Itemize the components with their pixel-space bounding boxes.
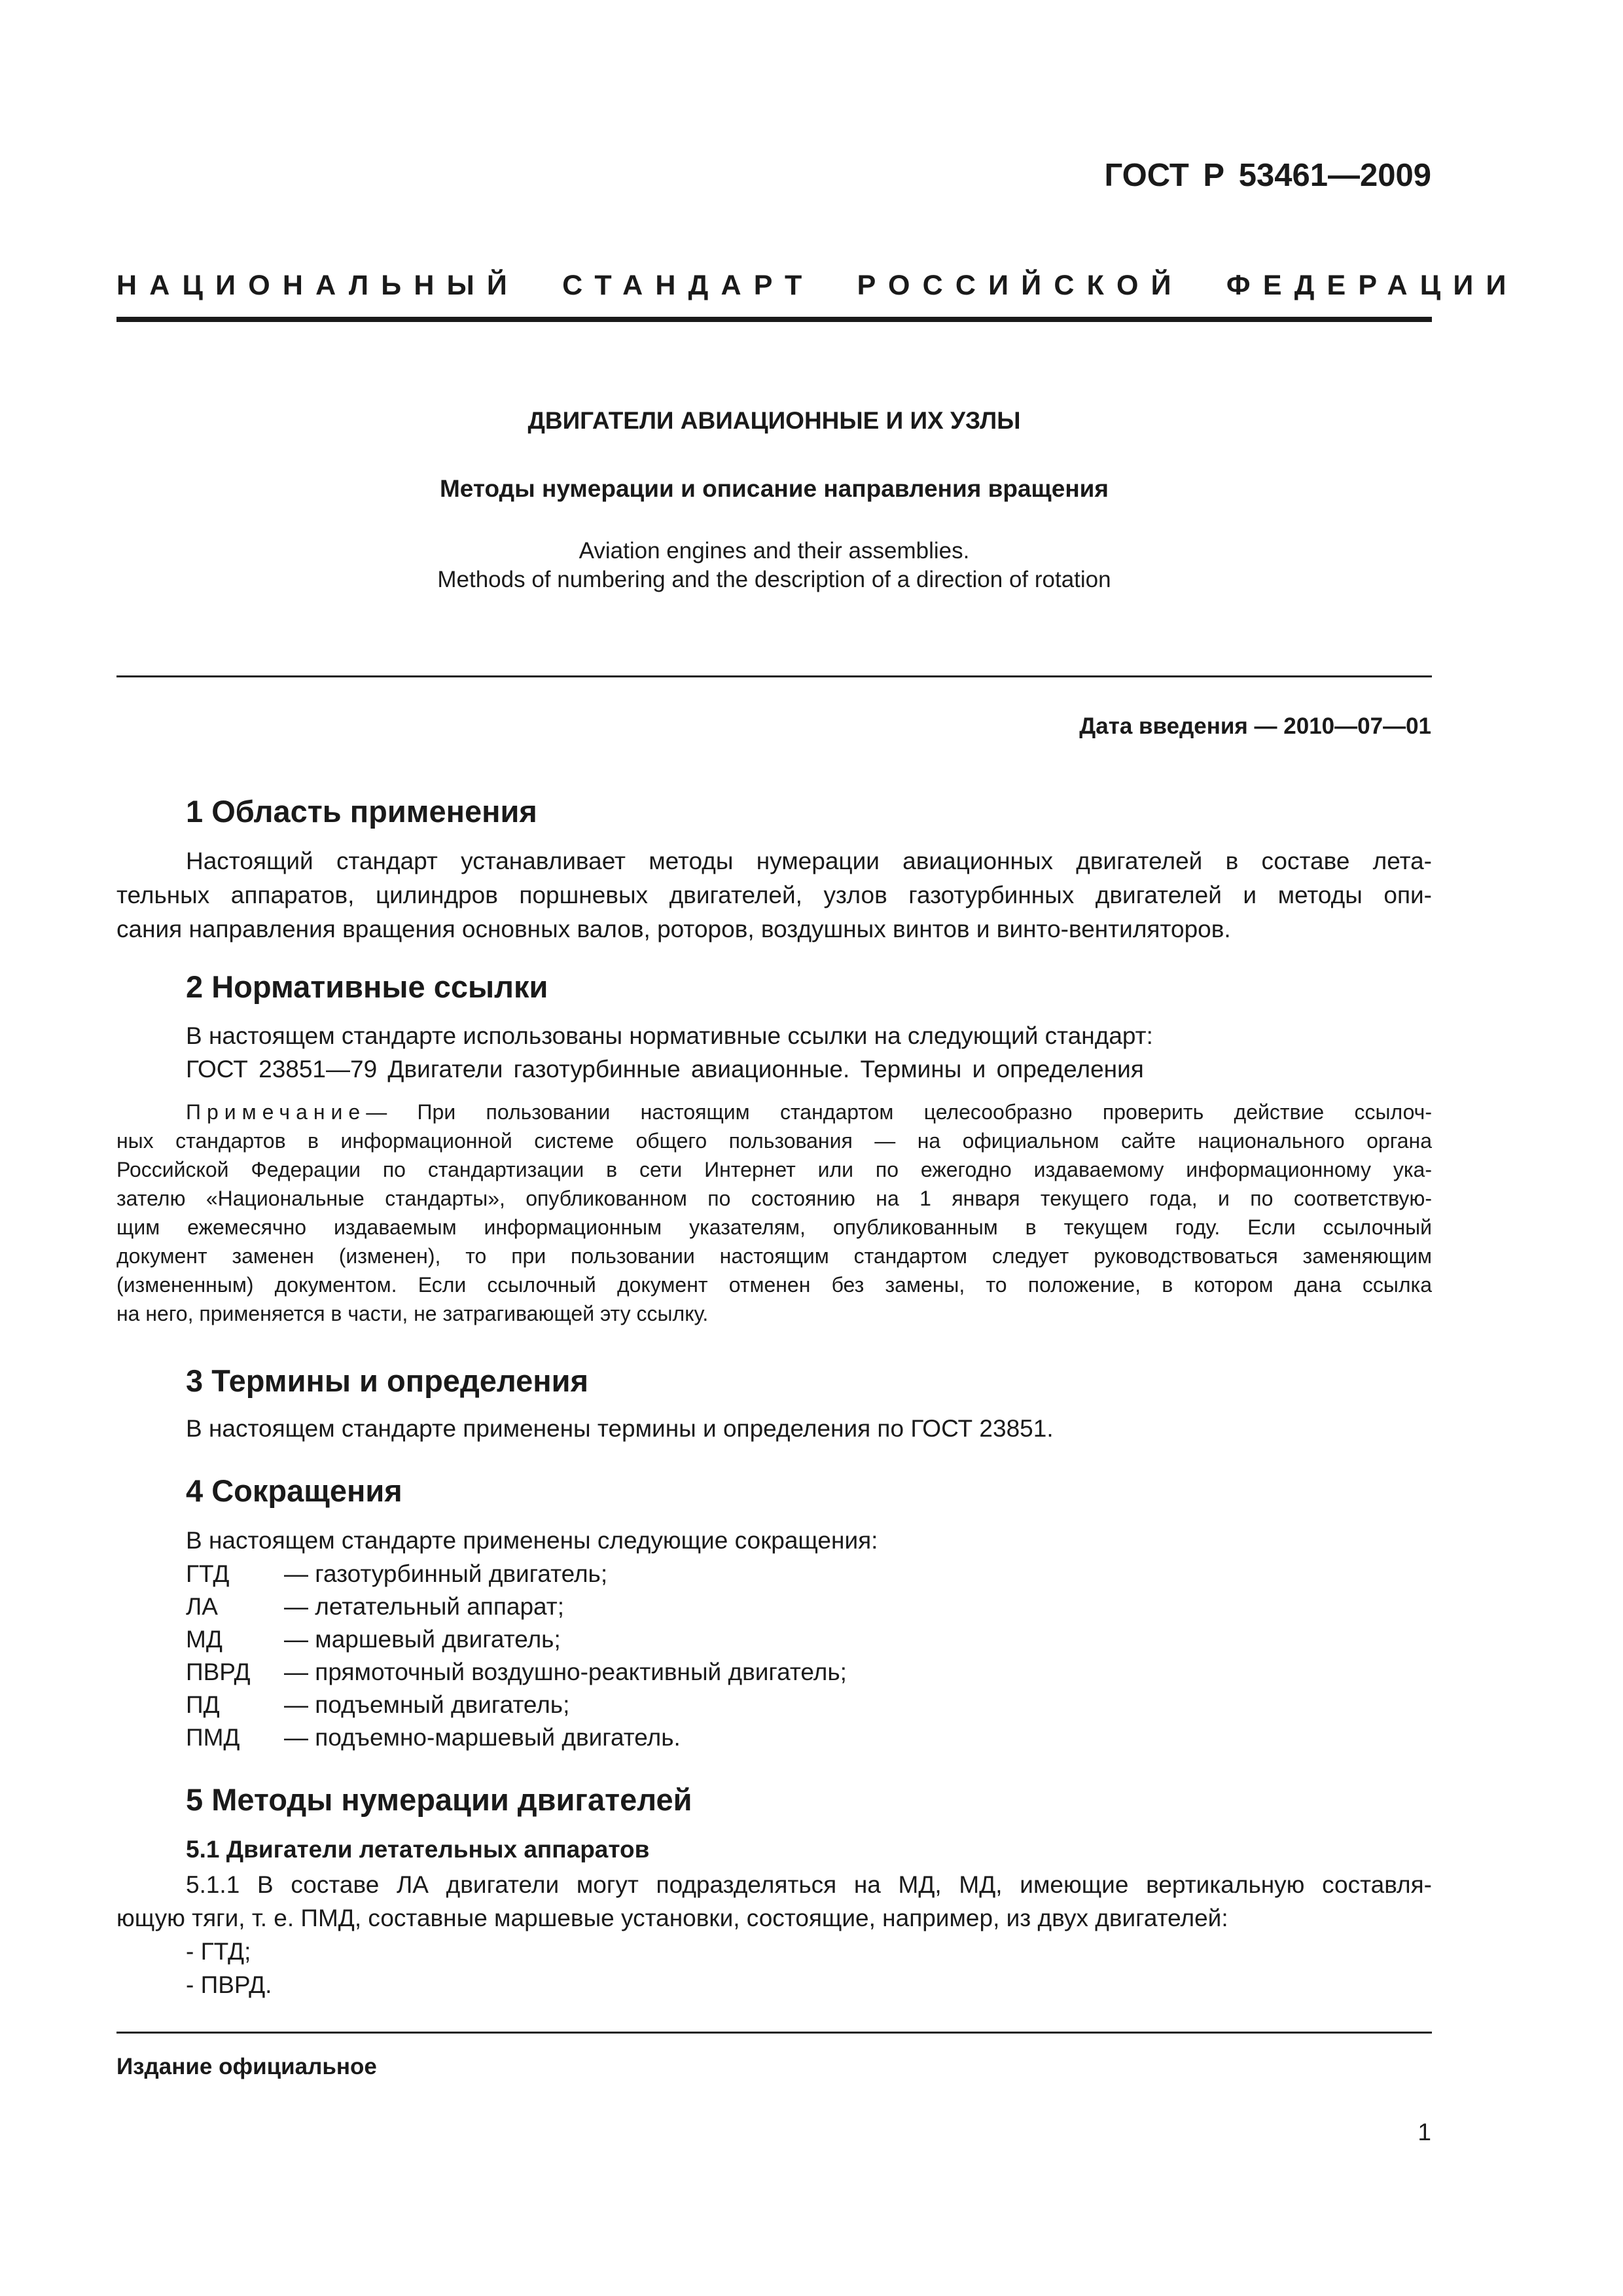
section-4-intro: В настоящем стандарте применены следующие сокращения: xyxy=(186,1527,878,1554)
section-3-heading: 3 Термины и определения xyxy=(186,1363,588,1398)
english-title-line-1: Aviation engines and their assemblies. xyxy=(579,538,970,564)
english-title-line-2: Methods of numbering and the description of a direction of rotation xyxy=(437,567,1111,592)
page-number: 1 xyxy=(1418,2119,1431,2145)
section-5-heading: 5 Методы нумерации двигателей xyxy=(186,1782,692,1817)
section-5-1-heading: 5.1 Двигатели летательных аппаратов xyxy=(186,1836,650,1863)
abbreviation-term: ПД xyxy=(186,1691,220,1718)
footer-rule xyxy=(116,2032,1432,2034)
section-1-line-2: тельных аппаратов, цилиндров поршневых двигателей, узлов газотурбинных двигателей и методы опи- xyxy=(116,882,1432,908)
document-code: ГОСТ Р 53461—2009 xyxy=(1104,158,1431,193)
note-line-5: щим ежемесячно издаваемым информационным указателям, опубликованным в текущем году. Если ссылочный xyxy=(116,1215,1432,1239)
list-item: - ГТД; xyxy=(186,1938,251,1965)
note-text-1: — При пользовании настоящим стандартом целесообразно проверить действие ссылоч- xyxy=(366,1100,1432,1124)
abbreviation-meaning: — летательный аппарат; xyxy=(284,1593,565,1620)
note-line-3: Российской Федерации по стандартизации в сети Интернет или по ежегодно издаваемому информационному ука- xyxy=(116,1158,1432,1181)
section-2-line-1: В настоящем стандарте использованы нормативные ссылки на следующий стандарт: xyxy=(186,1022,1153,1049)
section-1-line-3: сания направления вращения основных валов, роторов, воздушных винтов и винто-вентиляторов. xyxy=(116,916,1231,942)
national-standard-banner: НАЦИОНАЛЬНЫЙ СТАНДАРТ РОССИЙСКОЙ ФЕДЕРАЦИИ xyxy=(116,270,1519,301)
abbreviation-term: ЛА xyxy=(186,1593,218,1620)
abbreviation-term: МД xyxy=(186,1626,223,1653)
section-3-text: В настоящем стандарте применены термины и определения по ГОСТ 23851. xyxy=(186,1415,1054,1442)
title-rule xyxy=(116,675,1432,677)
abbreviation-term: ГТД xyxy=(186,1560,230,1587)
official-edition-label: Издание официальное xyxy=(116,2054,377,2079)
document-title: ДВИГАТЕЛИ АВИАЦИОННЫЕ И ИХ УЗЛЫ xyxy=(527,407,1021,434)
note-line-6: документ заменен (изменен), то при пользовании настоящим стандартом следует руководствоваться заменяющим xyxy=(116,1244,1432,1268)
section-4-heading: 4 Сокращения xyxy=(186,1473,402,1508)
abbreviation-meaning: — подъемно-маршевый двигатель. xyxy=(284,1724,681,1751)
note-line-4: зателю «Национальные стандарты», опубликованном по состоянию на 1 января текущего года, и по соответствую- xyxy=(116,1187,1432,1210)
introduction-date: Дата введения — 2010—07—01 xyxy=(1079,713,1431,739)
note-label: Примечание xyxy=(186,1100,366,1124)
abbreviation-term: ПМД xyxy=(186,1724,240,1751)
section-1-line-1: Настоящий стандарт устанавливает методы нумерации авиационных двигателей в составе лета- xyxy=(186,848,1432,874)
section-5-1-1-line-2: ющую тяги, т. е. ПМД, составные маршевые установки, состоящие, например, из двух двигателей: xyxy=(116,1905,1228,1931)
abbreviation-meaning: — газотурбинный двигатель; xyxy=(284,1560,608,1587)
note-line-2: ных стандартов в информационной системе общего пользования — на официальном сайте национального органа xyxy=(116,1129,1432,1153)
document-subtitle: Методы нумерации и описание направления вращения xyxy=(439,475,1109,502)
note-line-1 xyxy=(186,1100,1432,1124)
header-rule xyxy=(116,317,1432,322)
section-5-1-1-line-1: 5.1.1 В составе ЛА двигатели могут подразделяться на МД, МД, имеющие вертикальную составля- xyxy=(186,1871,1432,1898)
section-1-heading: 1 Область применения xyxy=(186,794,537,829)
list-item: - ПВРД. xyxy=(186,1971,272,1998)
abbreviation-term: ПВРД xyxy=(186,1659,251,1685)
abbreviation-meaning: — подъемный двигатель; xyxy=(284,1691,570,1718)
section-2-heading: 2 Нормативные ссылки xyxy=(186,969,548,1004)
note-line-8: на него, применяется в части, не затрагивающей эту ссылку. xyxy=(116,1302,709,1325)
section-2-reference: ГОСТ 23851—79 Двигатели газотурбинные авиационные. Термины и определения xyxy=(186,1056,1144,1083)
note-line-7: (измененным) документом. Если ссылочный документ отменен без замены, то положение, в котором дана ссылка xyxy=(116,1273,1432,1297)
abbreviation-meaning: — маршевый двигатель; xyxy=(284,1626,561,1653)
abbreviation-meaning: — прямоточный воздушно-реактивный двигатель; xyxy=(284,1659,847,1685)
